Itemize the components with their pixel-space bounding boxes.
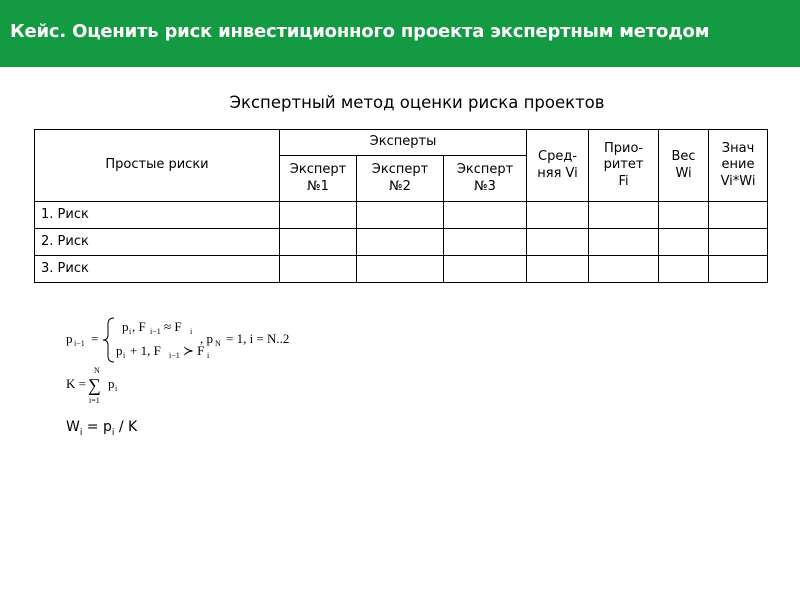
table-row [35,229,768,256]
row-label: 1. Риск [35,202,280,229]
p-sub: i [111,427,115,438]
formula-svg [66,315,326,410]
table-cell [357,202,444,229]
header-weight: Вес Wi [659,130,709,202]
table-cell [527,202,589,229]
formula-equals: = [91,331,99,346]
k-lhs: K = [66,376,86,391]
case1-rel-sub: i [190,327,193,336]
w-rest: / K [114,419,138,435]
case1-f: , F [132,319,146,334]
table-cell [527,229,589,256]
formula-lhs-sub: i−1 [74,339,85,348]
case2-rest: + 1, F [130,343,161,358]
formula-tail-sub: N [215,339,221,348]
table-cell [280,256,357,283]
table-cell [444,256,527,283]
table-cell [357,256,444,283]
header-expert-3: Эксперт №3 [444,156,527,202]
header-expert-2: Эксперт №2 [357,156,444,202]
sum-bottom: i=1 [89,396,100,405]
case2-rel: ≻ F [183,343,205,358]
w-symbol: W [66,419,80,435]
priority-formula [66,315,326,410]
formula-tail-rest: = 1, i = N..2 [226,331,290,346]
table-heading: Экспертный метод оценки риска проектов [229,93,605,112]
table-row [35,202,768,229]
risk-table [34,129,768,283]
header-simple-risks: Простые риски [35,130,280,202]
table-cell [589,229,659,256]
header-experts: Эксперты [280,130,527,156]
table-cell [659,229,709,256]
header-value: Знач ение Vi*Wi [709,130,768,202]
sum-term: p [108,376,115,391]
table-cell [589,202,659,229]
case2-p: p [116,343,123,358]
table-cell [589,256,659,283]
formula-tail: , p [200,331,213,346]
sum-icon: ∑ [88,375,101,395]
table-cell [444,202,527,229]
header-priority: Прио- ритет Fi [589,130,659,202]
table-cell [357,229,444,256]
slide-title: Кейс. Оценить риск инвестиционного проекта экспертным методом [10,21,710,42]
row-label: 3. Риск [35,256,280,283]
brace-icon [103,318,114,362]
case1-p: p [122,319,129,334]
formula-lhs: p [66,331,73,346]
case1-p-sub: i [129,327,132,336]
header-average: Сред- няя Vi [527,130,589,202]
table-cell [709,229,768,256]
w-sub: i [79,427,83,438]
table-cell [709,202,768,229]
row-label: 2. Риск [35,229,280,256]
case2-rest-sub: i−1 [169,351,180,360]
table-cell [444,229,527,256]
table-row [35,256,768,283]
case1-f-sub: i−1 [150,327,161,336]
table-cell [527,256,589,283]
table-cell [659,256,709,283]
header-expert-1: Эксперт №1 [280,156,357,202]
table-cell [280,202,357,229]
table-cell [659,202,709,229]
sum-term-sub: i [115,384,118,393]
table-cell [280,229,357,256]
title-banner [0,0,800,67]
case2-rel-sub: i [207,351,210,360]
w-eq: = p [82,419,112,435]
weight-formula [66,419,137,438]
case1-rel: ≈ F [164,319,182,334]
case2-p-sub: i [123,351,126,360]
table-cell [709,256,768,283]
sum-top: N [94,366,100,375]
